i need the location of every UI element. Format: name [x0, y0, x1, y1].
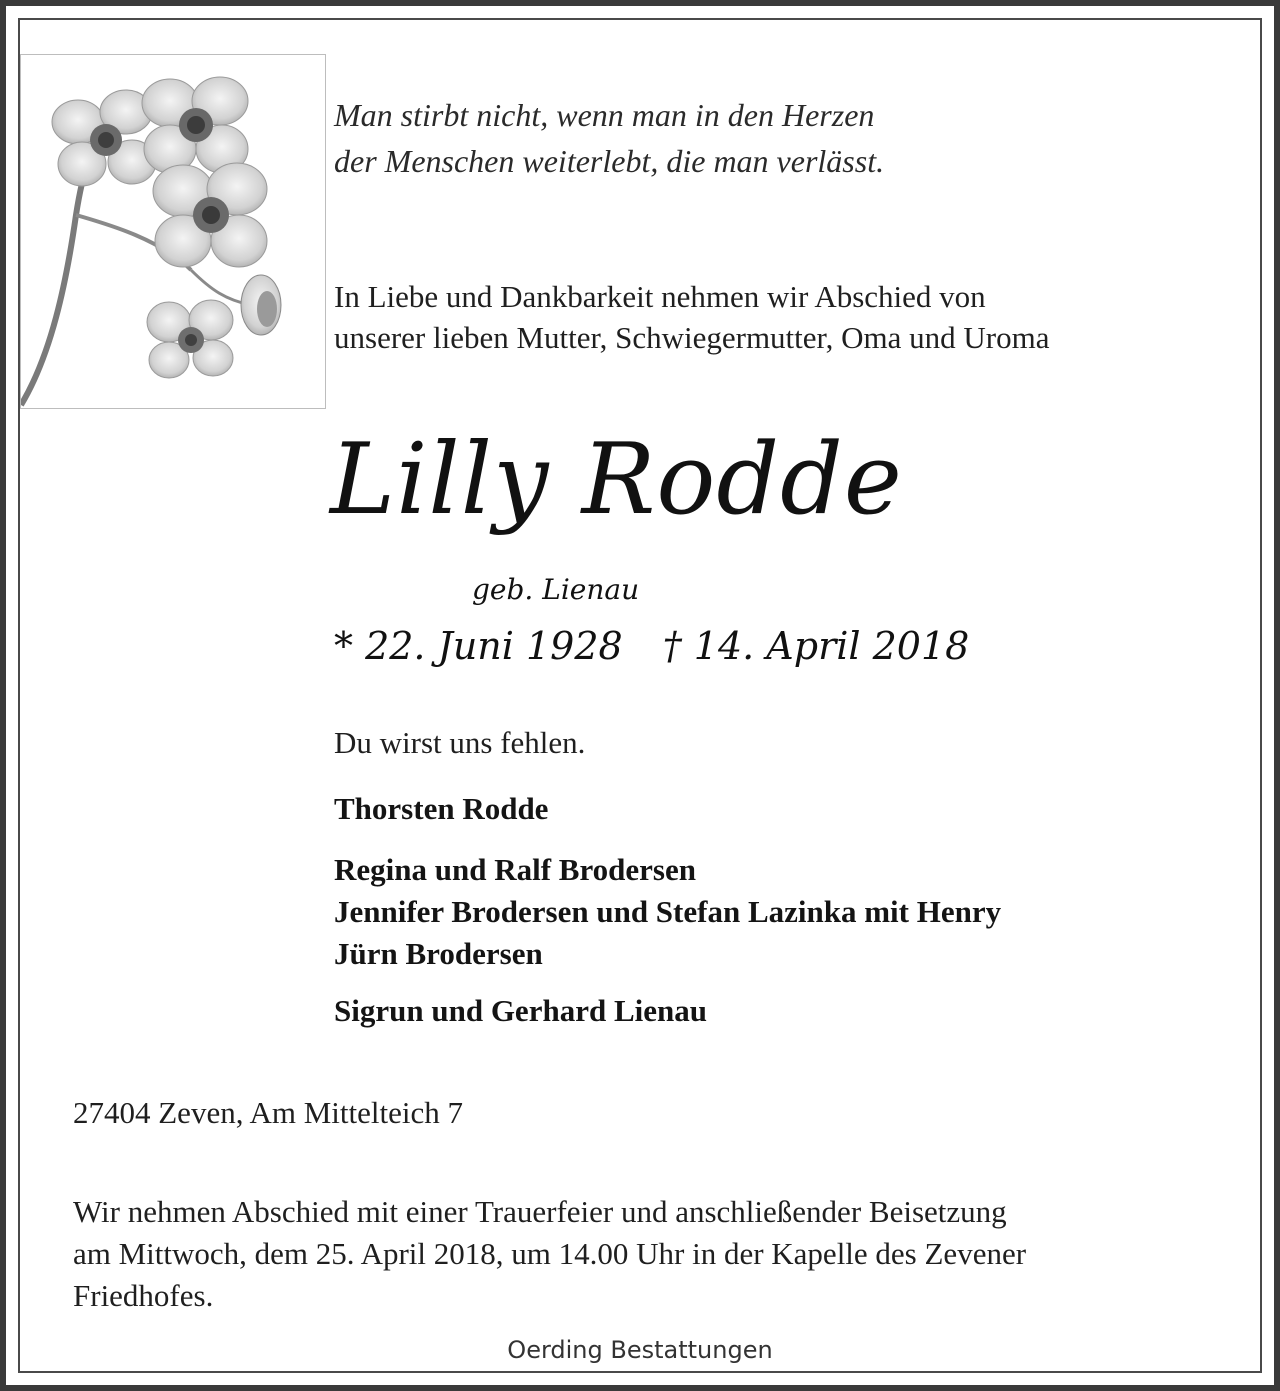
- family-address: 27404 Zeven, Am Mittelteich 7: [73, 1095, 464, 1130]
- mourner-name: Thorsten Rodde: [334, 791, 549, 826]
- mourner-name: Regina und Ralf Brodersen: [334, 852, 696, 887]
- ceremony-line-1: Wir nehmen Abschied mit einer Trauerfeier und anschließender Beisetzung: [73, 1194, 1007, 1229]
- mourner-name: Jennifer Brodersen und Stefan Lazinka mit Henry: [334, 894, 1002, 929]
- ceremony-line-3: Friedhofes.: [73, 1278, 214, 1313]
- intro-line-1: In Liebe und Dankbarkeit nehmen wir Abschied von: [334, 279, 986, 314]
- undertaker-name: Oerding Bestattungen: [507, 1336, 773, 1364]
- mourner-name: Jürn Brodersen: [334, 936, 543, 971]
- motto-line-1: Man stirbt nicht, wenn man in den Herzen: [334, 97, 875, 133]
- death-date: † 14. April 2018: [662, 624, 970, 668]
- intro-line-2: unserer lieben Mutter, Schwiegermutter, Oma und Uroma: [334, 320, 1050, 355]
- ceremony-details: [73, 1191, 1213, 1317]
- ceremony-line-2: am Mittwoch, dem 25. April 2018, um 14.00 Uhr in der Kapelle des Zevener: [73, 1236, 1027, 1271]
- closing-line: Du wirst uns fehlen.: [334, 725, 586, 760]
- orchid-flower-icon: [21, 55, 326, 409]
- life-dates: [334, 618, 969, 674]
- intro-text: [334, 276, 1049, 358]
- deceased-name: Lilly Rodde: [330, 423, 903, 537]
- maiden-name: geb. Lienau: [472, 573, 640, 606]
- mourner-name: Sigrun und Gerhard Lienau: [334, 993, 707, 1028]
- motto-line-2: der Menschen weiterlebt, die man verlässt.: [334, 143, 885, 179]
- motto-quote: [334, 92, 884, 184]
- birth-date: * 22. Juni 1928: [334, 624, 623, 668]
- orchid-image: [20, 54, 326, 409]
